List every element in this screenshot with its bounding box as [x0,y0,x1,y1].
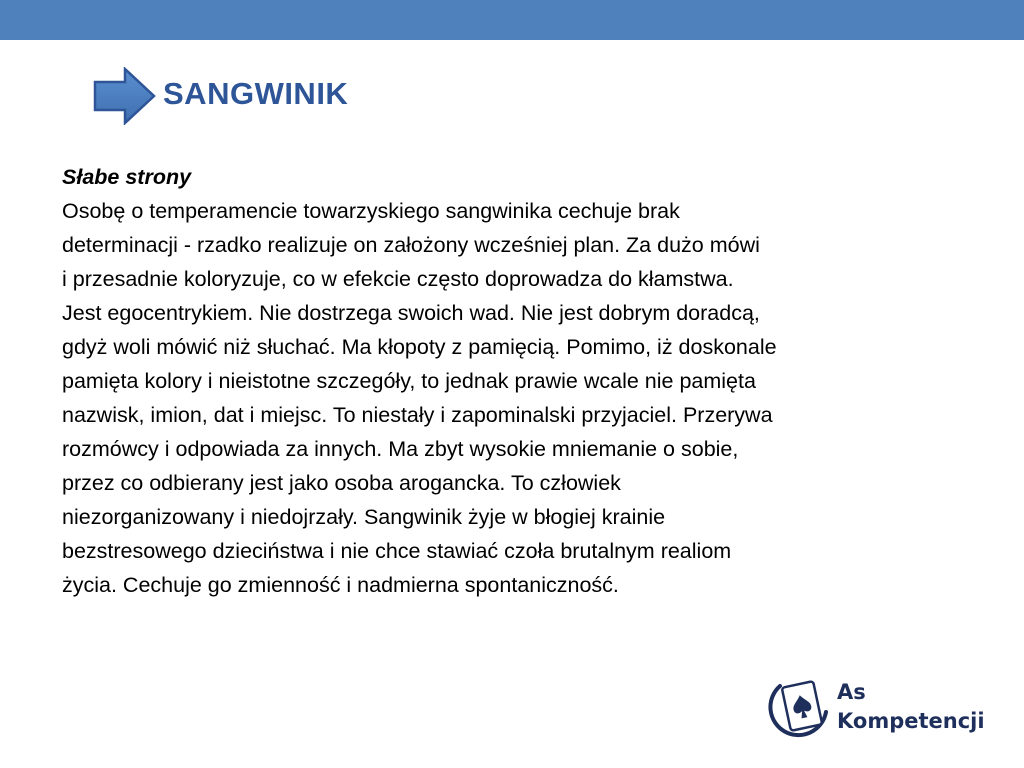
paragraph-line: przez co odbierany jest jako osoba arogancka. To człowiek [62,471,621,495]
logo-line-kompetencji: Kompetencji [837,709,985,733]
top-bar [0,0,1024,40]
paragraph-line: niezorganizowany i niedojrzały. Sangwinik żyje w błogiej krainie [62,505,666,529]
subheading: Słabe strony [62,165,192,189]
paragraph-line: determinacji - rzadko realizuje on założony wcześniej plan. Za dużo mówi [62,233,760,257]
as-kompetencji-logo [768,672,998,742]
paragraph-line: bezstresowego dzieciństwa i nie chce stawiać czoła brutalnym realiom [62,539,732,563]
paragraph-line: rozmówcy i odpowiada za innych. Ma zbyt wysokie mniemanie o sobie, [62,437,739,461]
paragraph-line: Jest egocentrykiem. Nie dostrzega swoich wad. Nie jest dobrym doradcą, [62,301,760,325]
description-paragraph [62,194,967,602]
slide-body [62,160,967,602]
paragraph-line: pamięta kolory i nieistotne szczegóły, to jednak prawie wcale nie pamięta [62,369,756,393]
right-arrow-icon [93,67,157,125]
paragraph-line: gdyż woli mówić niż słuchać. Ma kłopoty z pamięcią. Pomimo, iż doskonale [62,335,777,359]
paragraph-line: Osobę o temperamencie towarzyskiego sangwinika cechuje brak [62,199,680,223]
spade-card-icon [768,672,832,740]
paragraph-line: i przesadnie koloryzuje, co w efekcie często doprowadza do kłamstwa. [62,267,734,291]
slide-title: SANGWINIK [163,76,349,111]
paragraph-line: życia. Cechuje go zmienność i nadmierna spontaniczność. [62,573,619,597]
logo-line-as: As [837,680,866,704]
paragraph-line: nazwisk, imion, dat i miejsc. To niestały i zapominalski przyjaciel. Przerywa [62,403,773,427]
logo-text [837,678,985,736]
